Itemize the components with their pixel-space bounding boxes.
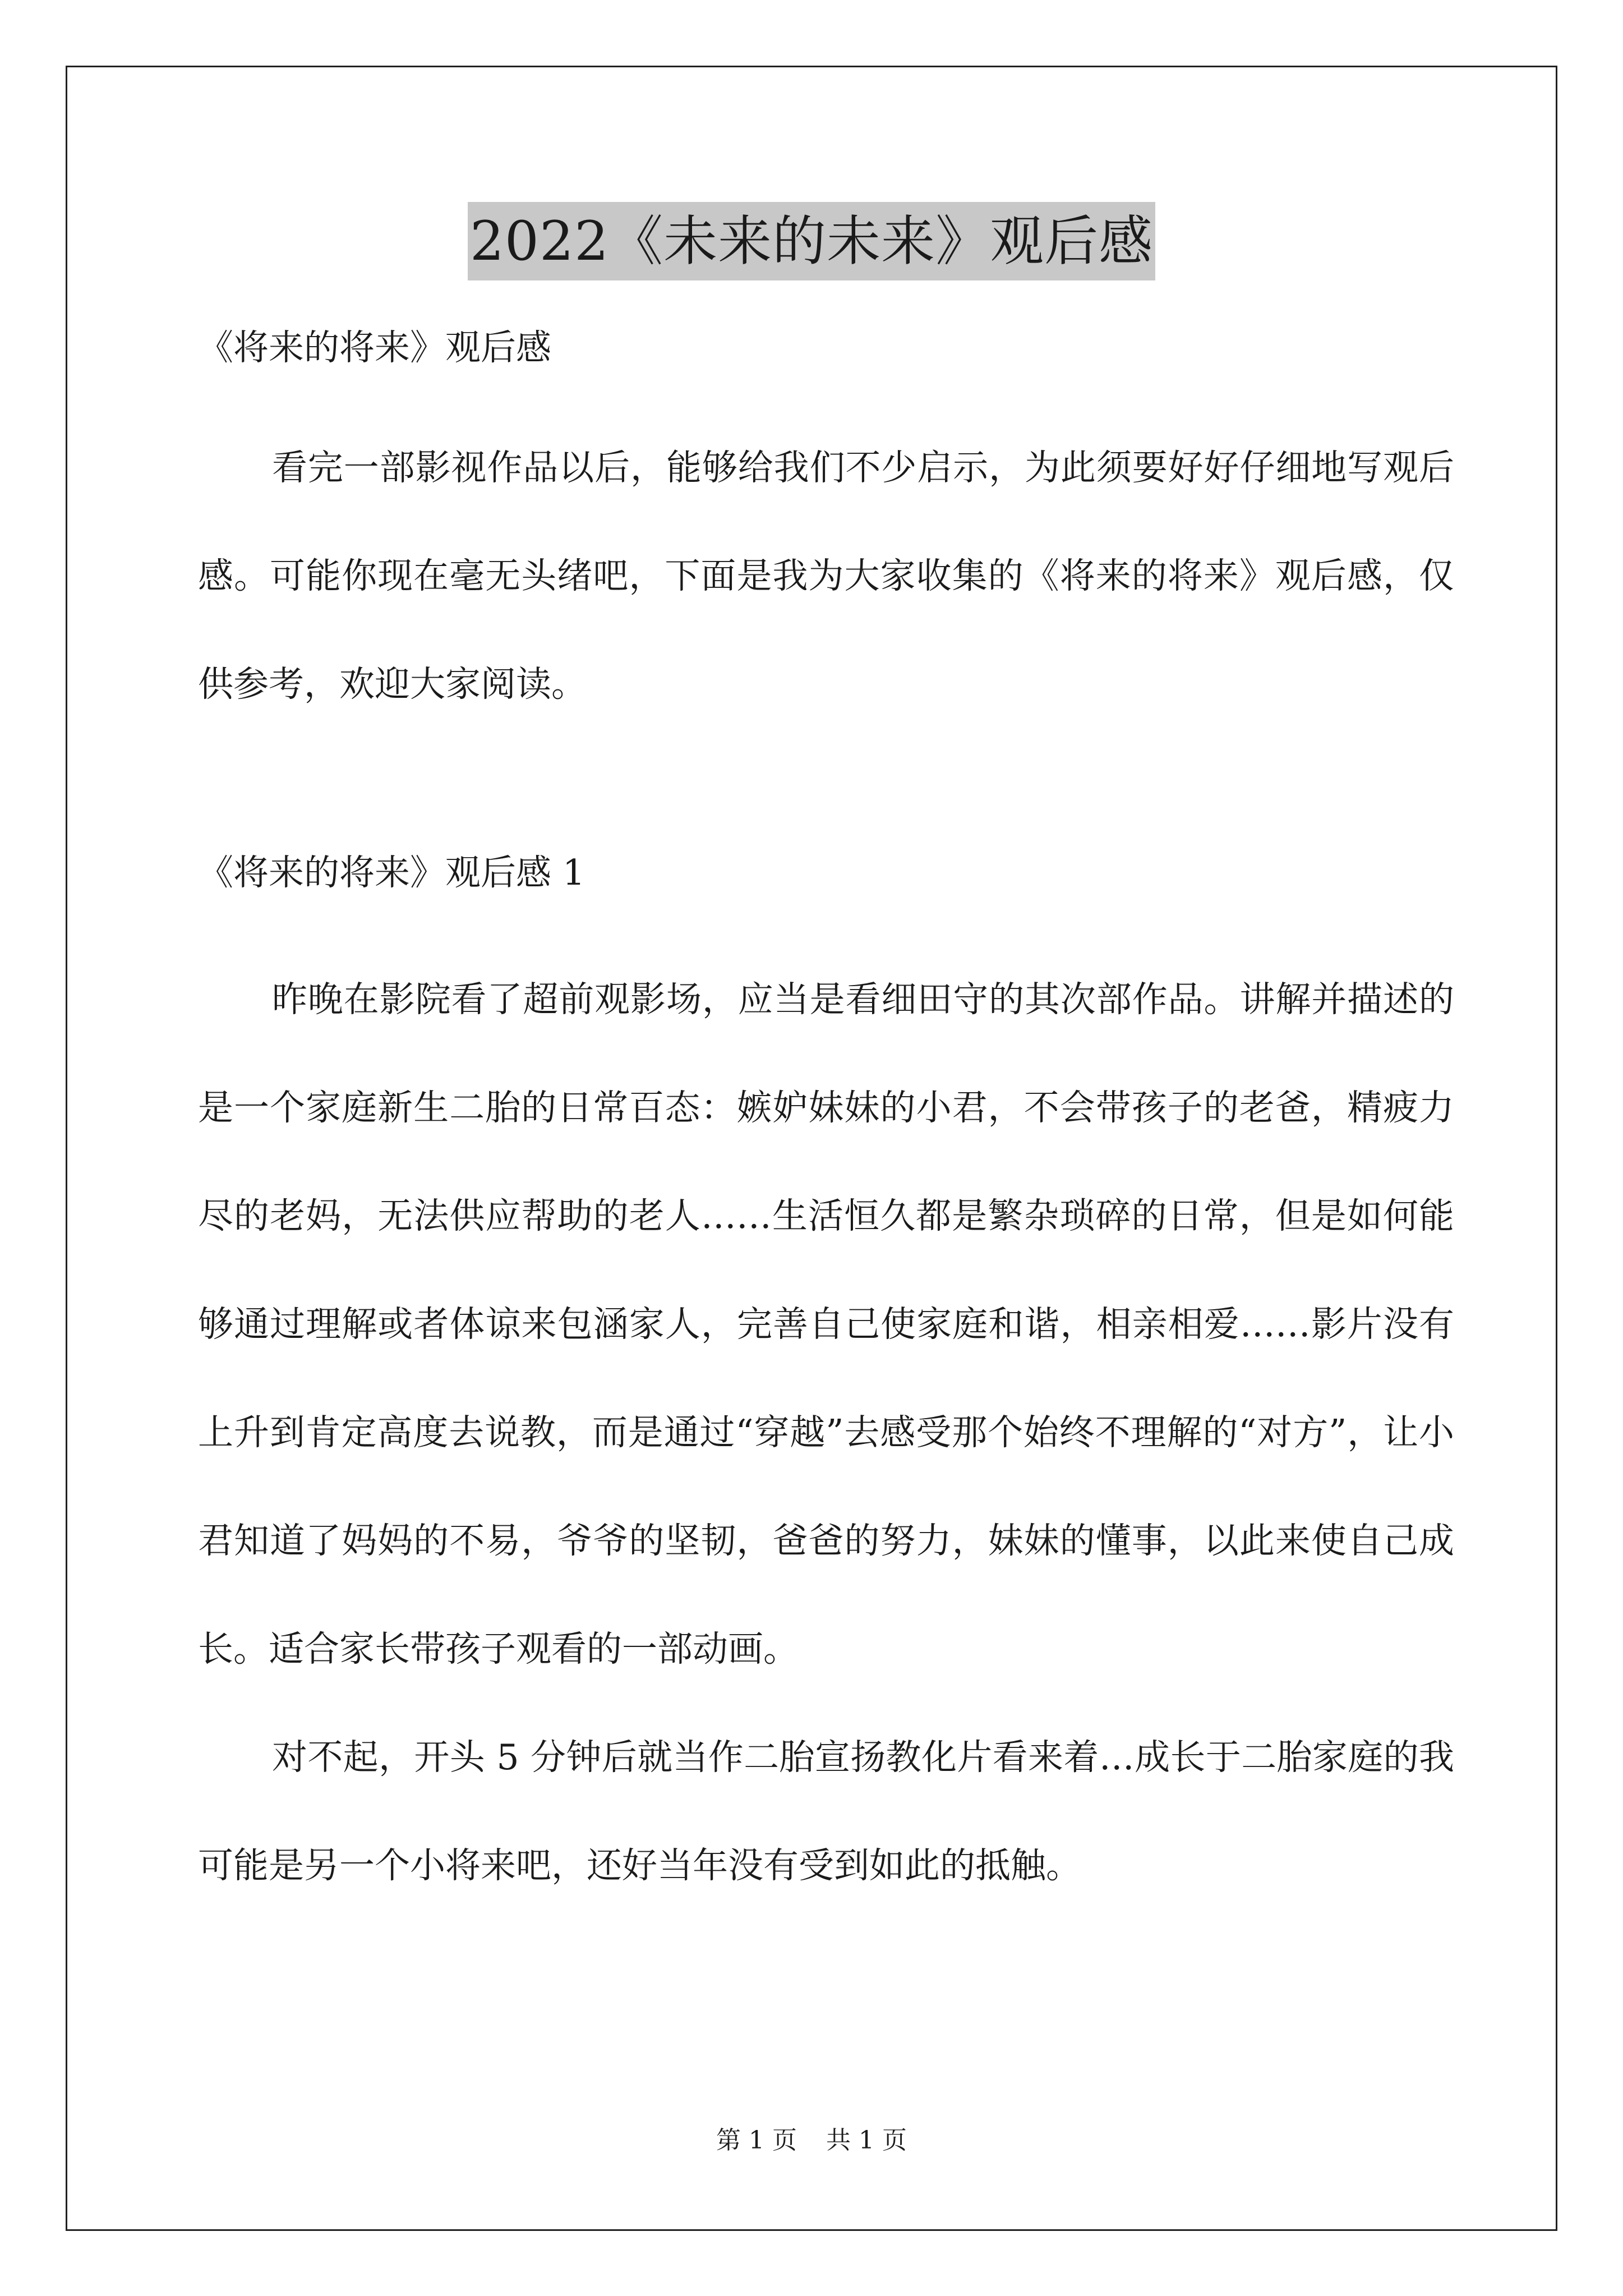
intro-paragraph: 看完一部影视作品以后，能够给我们不少启示，为此须要好好仔细地写观后感。可能你现在毫无头绪吧，下面是我为大家收集的《将来的将来》观后感，仅供参考，欢迎大家阅读。	[198, 447, 1454, 705]
title-container	[0, 202, 1623, 280]
intro-heading: 《将来的将来》观后感	[198, 327, 551, 368]
section1-paragraph-1: 昨晚在影院看了超前观影场，应当是看细田守的其次部作品。讲解并描述的是一个家庭新生二胎的日常百态：嫉妒妹妹的小君，不会带孩子的老爸，精疲力尽的老妈，无法供应帮助的老人……生活恒久都是繁杂琐碎的日常，但是如何能够通过理解或者体谅来包涵家人，完善自己使家庭和谐，相亲相爱……影片没有上升到肯定高度去说教，而是通过“穿越”去感受那个始终不理解的“对方”，让小君知道了妈妈的不易，爷爷的坚韧，爸爸的努力，妹妹的懂事，以此来使自己成长。适合家长带孩子观看的一部动画。	[198, 979, 1454, 1669]
section1-heading: 《将来的将来》观后感 1	[198, 852, 585, 893]
page-count: 共 1 页	[826, 2126, 907, 2155]
document-body	[198, 311, 1454, 1920]
document-title: 2022《未来的未来》观后感	[468, 202, 1155, 280]
page-number: 第 1 页	[716, 2126, 797, 2155]
section1-paragraph-2: 对不起，开头 5 分钟后就当作二胎宣扬教化片看来着…成长于二胎家庭的我可能是另一个小将来吧，还好当年没有受到如此的抵触。	[198, 1737, 1454, 1886]
page-footer	[0, 2124, 1623, 2157]
